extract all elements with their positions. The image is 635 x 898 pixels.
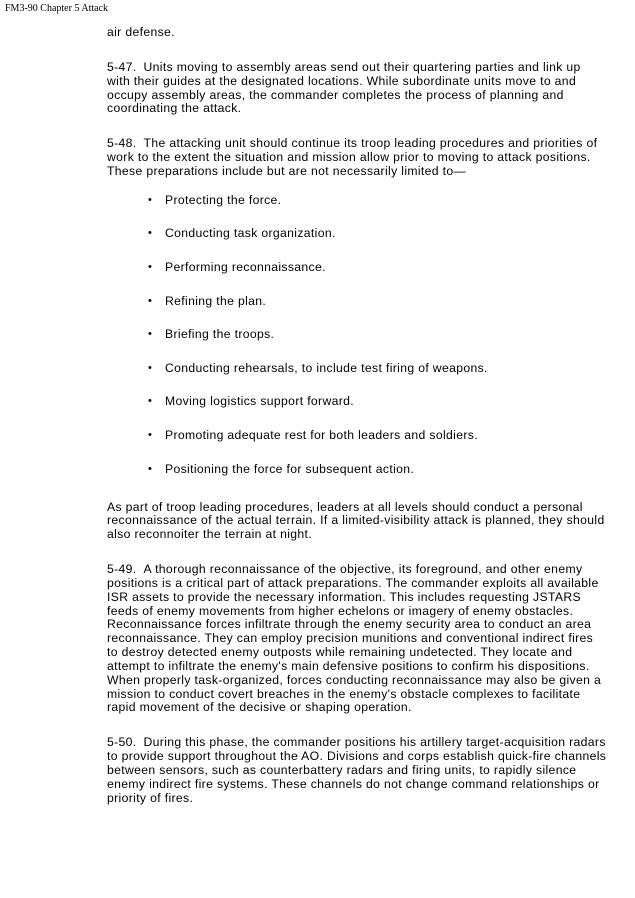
bullet-icon: •: [148, 361, 153, 374]
list-item: [107, 428, 607, 462]
list-item-text: Refining the plan.: [165, 293, 267, 308]
paragraph-number: 5-49.: [107, 562, 137, 577]
bullet-icon: •: [148, 260, 153, 273]
bullet-icon: •: [148, 428, 153, 441]
paragraph-number: 5-48.: [107, 136, 137, 151]
list-item: [107, 327, 607, 361]
bullet-icon: •: [148, 227, 153, 240]
bullet-icon: •: [148, 193, 153, 206]
list-item-text: Performing reconnaissance.: [165, 259, 326, 274]
paragraph-text: During this phase, the commander positions his artillery target-acquisition radars to provide support throughout the AO. Divisions and corps establish quick-fire channels between sensors, such as counterbattery radars and firing units, to rapidly silence enemy indirect fire systems. These channels do not change command relationships or priority of fires.: [107, 735, 607, 805]
list-item-text: Briefing the troops.: [165, 327, 275, 342]
list-item: [107, 193, 607, 227]
running-header: FM3-90 Chapter 5 Attack: [5, 3, 109, 14]
bullet-icon: •: [148, 328, 153, 341]
list-item-text: Positioning the force for subsequent action.: [165, 461, 415, 476]
paragraph-5-49: [107, 563, 607, 715]
list-item-text: Moving logistics support forward.: [165, 394, 355, 409]
paragraph-5-50: [107, 736, 607, 805]
document-body: [107, 26, 607, 827]
list-item: [107, 226, 607, 260]
paragraph-recon: As part of troop leading procedures, leaders at all levels should conduct a personal reconnaissance of the actual terrain. If a limited-visibility attack is planned, they should also reconnoiter the terrain at night.: [107, 499, 605, 542]
bullet-icon: •: [148, 294, 153, 307]
list-item: [107, 462, 607, 482]
paragraph-number: 5-47.: [107, 59, 137, 74]
list-item-text: Conducting task organization.: [165, 226, 336, 241]
list-item: [107, 394, 607, 428]
paragraph-number: 5-50.: [107, 735, 137, 750]
paragraph-continuation: air defense.: [107, 25, 175, 39]
list-item: [107, 294, 607, 328]
list-item: [107, 260, 607, 294]
paragraph-text: Units moving to assembly areas send out their quartering parties and link up with their guides at the designated locations. While subordinate units move to and occupy assembly areas, the commander completes the process of planning and coordinating the attack.: [107, 59, 581, 116]
bullet-icon: •: [148, 462, 153, 475]
paragraph-text: The attacking unit should continue its troop leading procedures and priorities of work to the extent the situation and mission allow prior to moving to attack positions. These preparations include but are not necessarily limited to—: [107, 136, 598, 178]
paragraph-5-47: [107, 61, 607, 116]
list-item-text: Promoting adequate rest for both leaders and soldiers.: [165, 427, 478, 442]
list-item-text: Protecting the force.: [165, 192, 282, 207]
paragraph-text: A thorough reconnaissance of the objective, its foreground, and other enemy positions is a critical part of attack preparations. The commander exploits all available ISR assets to provide the necessary information. This includes requesting JSTARS feeds of enemy movements from higher echelons or imagery of enemy obstacles. Reconnaissance forces infiltrate through the enemy security area to conduct an area reconnaissance. They can employ precision munitions and conventional indirect fires to destroy detected enemy outposts while remaining undetected. They locate and attempt to infiltrate the enemy's main defensive positions to confirm his dispositions. When properly task-organized, forces conducting reconnaissance may also be given a mission to conduct covert breaches in the enemy's obstacle complexes to facilitate rapid movement of the decisive or shaping operation.: [107, 562, 602, 715]
bullet-icon: •: [148, 395, 153, 408]
preparation-list: [107, 193, 607, 482]
list-item-text: Conducting rehearsals, to include test firing of weapons.: [165, 360, 488, 375]
paragraph-5-48: [107, 137, 607, 179]
list-item: [107, 361, 607, 395]
